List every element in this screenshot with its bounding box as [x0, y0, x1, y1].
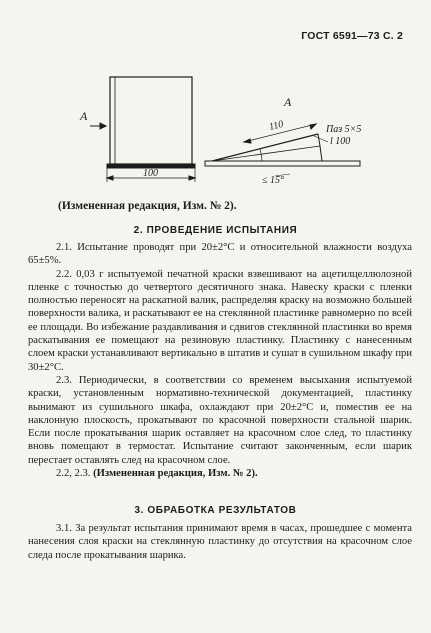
- dim-width-label: 100: [143, 168, 158, 179]
- dim-groove-len-label: l 100: [330, 136, 351, 147]
- view-label-a-right: A: [284, 95, 292, 109]
- paragraph-2-revision: [28, 467, 412, 480]
- page-header: ГОСТ 6591—73 С. 2: [301, 30, 403, 42]
- section-2-body: [28, 241, 412, 480]
- dim-groove-label: Паз 5×5: [326, 124, 362, 135]
- revision-note-1: (Измененная редакция, Изм. № 2).: [58, 200, 237, 212]
- paragraph-3-1: 3.1. За результат испытания принимают время в часах, прошедшее с момента нанесения слоя краски на стеклянную пластинку до отсутствия на красочном слое следа после прокатывания шарика.: [28, 523, 412, 561]
- revision-2-clauses: 2.2, 2.3.: [56, 468, 91, 480]
- incline-upper: [212, 134, 318, 161]
- dim-angle-label: ≤ 15°: [262, 175, 284, 186]
- section-3-title: 3. ОБРАБОТКА РЕЗУЛЬТАТОВ: [134, 505, 297, 516]
- incline-lower: [212, 146, 320, 161]
- section-3-body: [28, 522, 412, 562]
- revision-2-note: (Измененная редакция, Изм. № 2).: [93, 468, 258, 480]
- plate-front-view: [110, 77, 192, 164]
- dim-length-label: 110: [268, 118, 285, 133]
- section-2-title: 2. ПРОВЕДЕНИЕ ИСПЫТАНИЯ: [133, 225, 298, 236]
- inclined-plane-figure: [0, 44, 431, 194]
- base-board: [205, 161, 360, 166]
- paragraph-2-1: 2.1. Испытание проводят при 20±2°С и относительной влажности воздуха 65±5%.: [28, 242, 412, 267]
- paragraph-2-3: 2.3. Периодически, в соответствии со временем высыхания испытуемой краски, установленным нормативно-технической документацией, пластинку вынимают из сушильного шкафа, охлаждают при 20±2°С и, поместив ее на наклонную плоскость, прокатывают по красочной поверхности стальной шарик. Если после прокатывания шарик оставляет на красочном слое след, то пластинку вновь помещают в термостат. Испытание считают законченным, если шарик перестает оставлять след на красочном слое.: [28, 374, 412, 466]
- paragraph-2-2: 2.2. 0,03 г испытуемой печатной краски взвешивают на ацетилцеллюлозной пленке с точностью до четвертого десятичного знака. Навеску краски с пленки полностью переносят на раскатной валик, распределяя краску на возможно большей поверхности валика, и раскатывают ее на стеклянной пластинке равномерно по всей ее площади. Во избежание раздавливания и сдвигов стеклянной пластинки во время раскатывания ее помещают на резиновую пластинку. Пластинку с нанесенным слоем краски устанавливают вертикально в штатив и сушат в сушильном шкафу при 30±2°С.: [28, 268, 412, 373]
- view-label-a-left: A: [80, 109, 88, 123]
